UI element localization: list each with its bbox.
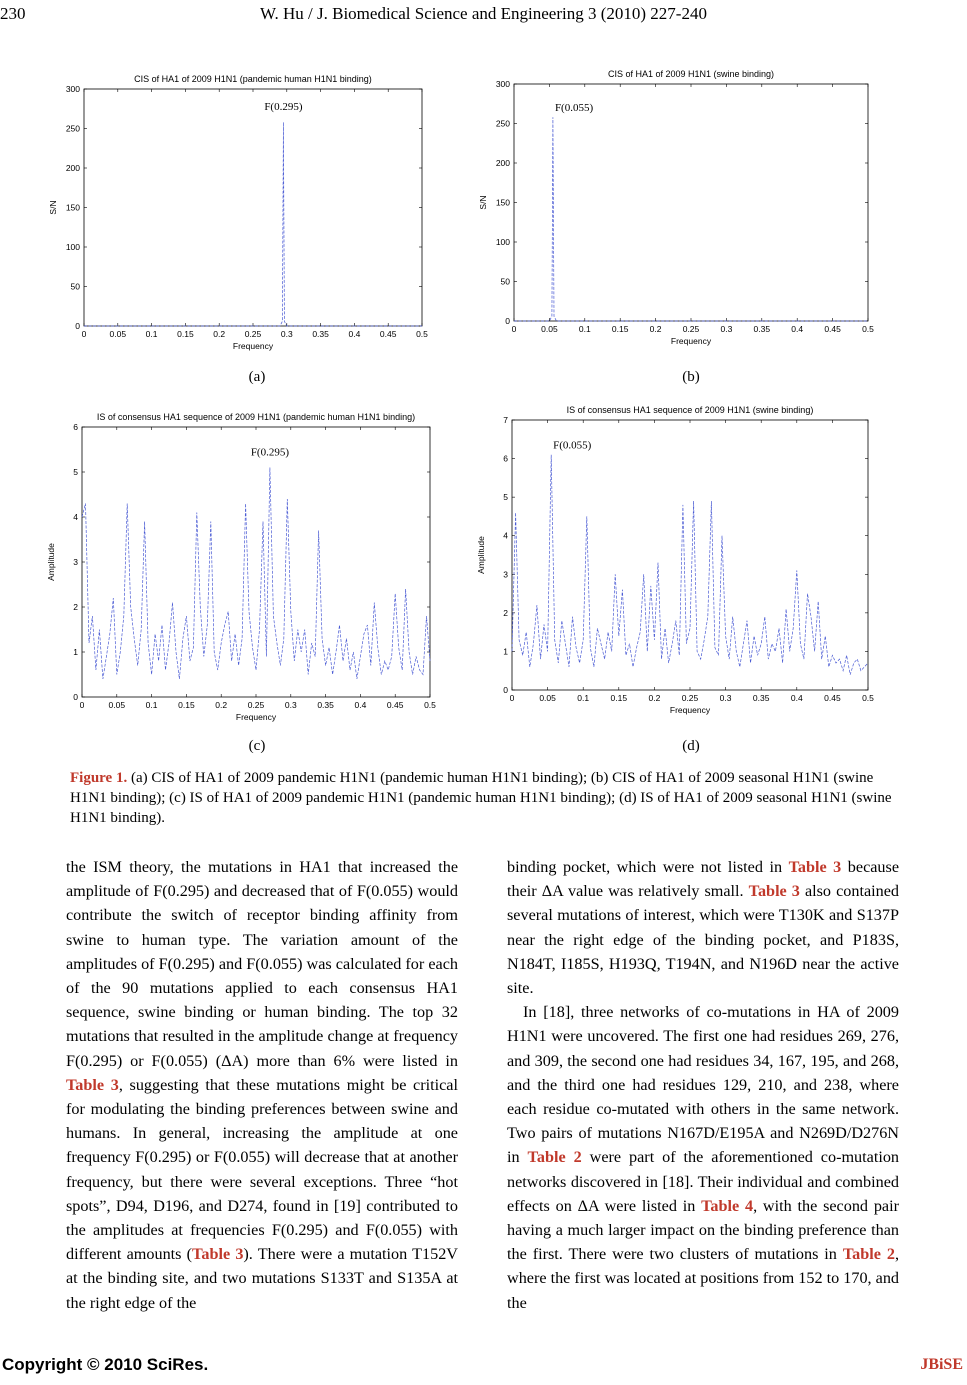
x-tick-label: 0.35 [752, 693, 770, 703]
x-tick-label: 0.3 [280, 329, 293, 339]
x-axis-label: Frequency [669, 705, 711, 715]
y-tick-label: 1 [73, 647, 78, 657]
x-tick-label: 0.15 [177, 329, 194, 339]
x-tick-label: 0.05 [108, 700, 126, 710]
x-tick-label: 0.25 [682, 324, 700, 334]
x-tick-label: 0.2 [215, 700, 228, 710]
peak-annotation: F(0.055) [554, 102, 594, 115]
text-run: binding pocket, which were not listed in [507, 858, 789, 876]
y-axis-label: S/N [48, 200, 58, 215]
x-tick-label: 0.3 [719, 693, 732, 703]
y-tick-label: 200 [495, 158, 510, 168]
x-tick-label: 0.1 [577, 693, 590, 703]
table-3-link[interactable]: Table 3 [788, 858, 842, 876]
x-tick-label: 0 [511, 324, 517, 334]
x-tick-label: 0 [81, 329, 87, 339]
y-tick-label: 100 [65, 242, 80, 252]
y-tick-label: 150 [65, 202, 80, 213]
right-column [507, 855, 899, 1315]
table-3-link[interactable]: Table 3 [66, 1075, 119, 1094]
caption-label: Figure 1. [70, 770, 128, 786]
x-tick-label: 0.35 [312, 329, 329, 339]
y-axis-label: Amplitude [46, 543, 56, 581]
y-tick-label: 250 [65, 123, 80, 134]
x-tick-label: 0.4 [348, 329, 361, 339]
figure-c [40, 403, 450, 733]
text-run: the ISM theory, the mutations in HA1 that increased the amplitude of F(0.295) and decreased that of F(0.055) would contribute the switch of receptor binding affinity from swine to human type. The variation amount of the amplitudes of F(0.295) and F(0.055) was calculated for each of the 90 mutations applied to each consensus HA1 sequence, swine binding or human binding. The top 32 mutations that resulted in the amplitude change at frequency F(0.295) or F(0.055) (ΔA) more than 6% were listed in [66, 858, 458, 1070]
x-tick-label: 0.1 [145, 700, 158, 710]
figure-caption [70, 768, 910, 828]
x-tick-label: 0.5 [424, 700, 436, 710]
copyright: Copyright © 2010 SciRes. [2, 1355, 209, 1374]
figure-b [470, 62, 880, 362]
y-tick-label: 150 [495, 197, 510, 208]
x-tick-label: 0.45 [824, 693, 841, 703]
text-run: because their ΔA value was relatively small. [507, 858, 900, 901]
x-tick-label: 0.25 [681, 693, 699, 703]
x-tick-label: 0.45 [824, 324, 841, 334]
y-tick-label: 6 [73, 422, 78, 432]
y-tick-label: 0 [505, 316, 510, 326]
x-tick-label: 0.35 [753, 324, 771, 334]
y-tick-label: 6 [503, 453, 508, 464]
caption-text: (a) CIS of HA1 of 2009 pandemic H1N1 (pandemic human H1N1 binding); (b) CIS of HA1 of 2009 seasonal H1N1 (swine H1N1 binding); (c) IS of HA1 of 2009 pandemic H1N1 (pandemic human H1N1 binding); (d) IS of HA1 of 2009 seasonal H1N1 (swine H1N1 binding). [70, 770, 892, 826]
x-tick-label: 0.5 [416, 329, 428, 339]
x-tick-label: 0.25 [244, 329, 262, 339]
page-number: 230 [0, 4, 26, 23]
y-tick-label: 0 [75, 321, 80, 331]
series-line [512, 455, 868, 675]
x-tick-label: 0.4 [790, 693, 803, 703]
chart-c [40, 403, 450, 733]
table-4-link[interactable]: Table 4 [701, 1196, 754, 1215]
y-tick-label: 5 [503, 492, 508, 503]
chart-b [470, 62, 880, 362]
y-tick-label: 3 [73, 557, 78, 567]
x-tick-label: 0.3 [284, 700, 297, 710]
table-3-link[interactable]: Table 3 [748, 882, 800, 901]
plot-frame [514, 84, 868, 321]
x-tick-label: 0.15 [610, 693, 628, 703]
x-tick-label: 0.15 [611, 324, 629, 334]
series-line [84, 122, 422, 326]
x-tick-label: 0.45 [379, 329, 397, 339]
x-tick-label: 0.1 [145, 329, 158, 339]
chart-title: IS of consensus HA1 sequence of 2009 H1N1 (swine binding) [566, 405, 814, 415]
y-tick-label: 4 [503, 530, 508, 541]
y-tick-label: 300 [65, 84, 80, 94]
text-run: , suggesting that these mutations might be critical for modulating the binding preferences between swine and humans. In general, increasing the amplitude at one frequency F(0.295) or F(0.055) will decrease that at another frequency, but there were several exceptions. Three “hot spots”, D94, D196, and D274, found in [19] contributed to the amplitudes at frequencies F(0.295) and F(0.055) with different amounts ( [66, 1075, 458, 1264]
y-axis-label: Amplitude [476, 536, 486, 574]
y-tick-label: 50 [70, 281, 80, 292]
paragraph [507, 855, 899, 1000]
series-line [514, 117, 868, 321]
x-tick-label: 0.05 [541, 324, 558, 334]
figure-d [470, 398, 880, 728]
y-tick-label: 7 [503, 415, 508, 425]
y-tick-label: 50 [500, 276, 510, 287]
paragraph [507, 1000, 899, 1315]
sublabel-a: (a) [248, 369, 266, 385]
series-line [82, 468, 430, 680]
y-tick-label: 300 [495, 79, 510, 89]
text-run: , with the second pair having a much larger impact on the binding preference than the first. There were two clusters of mutations in [507, 1196, 899, 1264]
chart-d [470, 398, 880, 728]
y-tick-label: 200 [65, 163, 80, 173]
sublabel-b: (b) [682, 369, 700, 385]
left-column [66, 855, 458, 1315]
x-tick-label: 0 [79, 700, 85, 710]
x-tick-label: 0.3 [720, 324, 733, 334]
peak-annotation: F(0.295) [264, 101, 303, 114]
text-run: , where the first was located at positions from 152 to 170, and the [507, 1245, 900, 1312]
text-run: ). There were a mutation T152V at the binding site, and two mutations S133T and S135A at the right edge of the [66, 1245, 458, 1312]
x-axis-label: Frequency [235, 712, 277, 722]
y-tick-label: 2 [73, 602, 78, 612]
y-tick-label: 5 [73, 467, 78, 477]
x-tick-label: 0.1 [578, 324, 591, 334]
x-axis-label: Frequency [670, 336, 712, 346]
x-axis-label: Frequency [232, 341, 274, 351]
y-tick-label: 0 [503, 685, 508, 695]
sublabel-d: (d) [682, 738, 700, 754]
y-axis-label: S/N [478, 195, 488, 210]
x-tick-label: 0.35 [317, 700, 334, 710]
x-tick-label: 0.4 [791, 324, 804, 334]
plot-frame [82, 427, 430, 697]
x-tick-label: 0.25 [247, 700, 265, 710]
text-run: were part of the aforementioned co-mutation networks discovered in [18]. Their individual and combined effects on ΔA were listed in [507, 1148, 900, 1215]
paragraph [66, 855, 458, 1315]
x-tick-label: 0.2 [213, 329, 226, 339]
y-tick-label: 2 [503, 607, 508, 618]
x-tick-label: 0.2 [649, 324, 662, 334]
x-tick-label: 0.5 [862, 324, 874, 334]
chart-title: CIS of HA1 of 2009 H1N1 (swine binding) [607, 69, 775, 79]
sublabel-c: (c) [248, 738, 266, 754]
table-2-link[interactable]: Table 2 [527, 1148, 582, 1167]
x-tick-label: 0 [509, 693, 515, 703]
peak-annotation: F(0.295) [250, 446, 290, 459]
text-run: In [18], three networks of co-mutations in HA of 2009 H1N1 were uncovered. The first one had residues 269, 276, and 309, the second one had residues 34, 167, 195, and 268, and the third one had residues 129, 210, and 238, where each residue co-mutated with others in the same network. Two pairs of mutations N167D/E195A and N269D/D276N in [507, 1003, 899, 1167]
running-title: W. Hu / J. Biomedical Science and Engineering 3 (2010) 227-240 [260, 4, 707, 23]
y-tick-label: 0 [73, 692, 78, 702]
page-header [0, 4, 967, 30]
y-tick-label: 4 [73, 512, 78, 522]
figure-a [40, 64, 440, 364]
x-tick-label: 0.05 [539, 693, 556, 703]
chart-title: CIS of HA1 of 2009 H1N1 (pandemic human H1N1 binding) [134, 74, 372, 84]
table-2-link[interactable]: Table 2 [842, 1245, 895, 1264]
x-tick-label: 0.15 [178, 700, 195, 710]
y-tick-label: 1 [503, 646, 508, 657]
text-run: also contained several mutations of interest, which were T130K and S137P near the right edge of the binding pocket, and P183S, N184T, I185S, H193Q, T194N, and N196D near the active site. [507, 882, 899, 998]
x-tick-label: 0.05 [109, 329, 127, 339]
x-tick-label: 0.5 [862, 693, 874, 703]
peak-annotation: F(0.055) [553, 439, 592, 452]
chart-title: IS of consensus HA1 sequence of 2009 H1N1 (pandemic human H1N1 binding) [96, 412, 416, 422]
plot-frame [84, 89, 422, 326]
x-tick-label: 0.2 [648, 693, 661, 703]
y-tick-label: 3 [503, 569, 508, 580]
x-tick-label: 0.4 [354, 700, 367, 710]
chart-a [40, 64, 440, 364]
table-3-link[interactable]: Table 3 [192, 1245, 244, 1264]
y-tick-label: 250 [495, 118, 510, 129]
x-tick-label: 0.45 [386, 700, 404, 710]
journal-name: JBiSE [920, 1356, 963, 1373]
y-tick-label: 100 [495, 237, 510, 247]
